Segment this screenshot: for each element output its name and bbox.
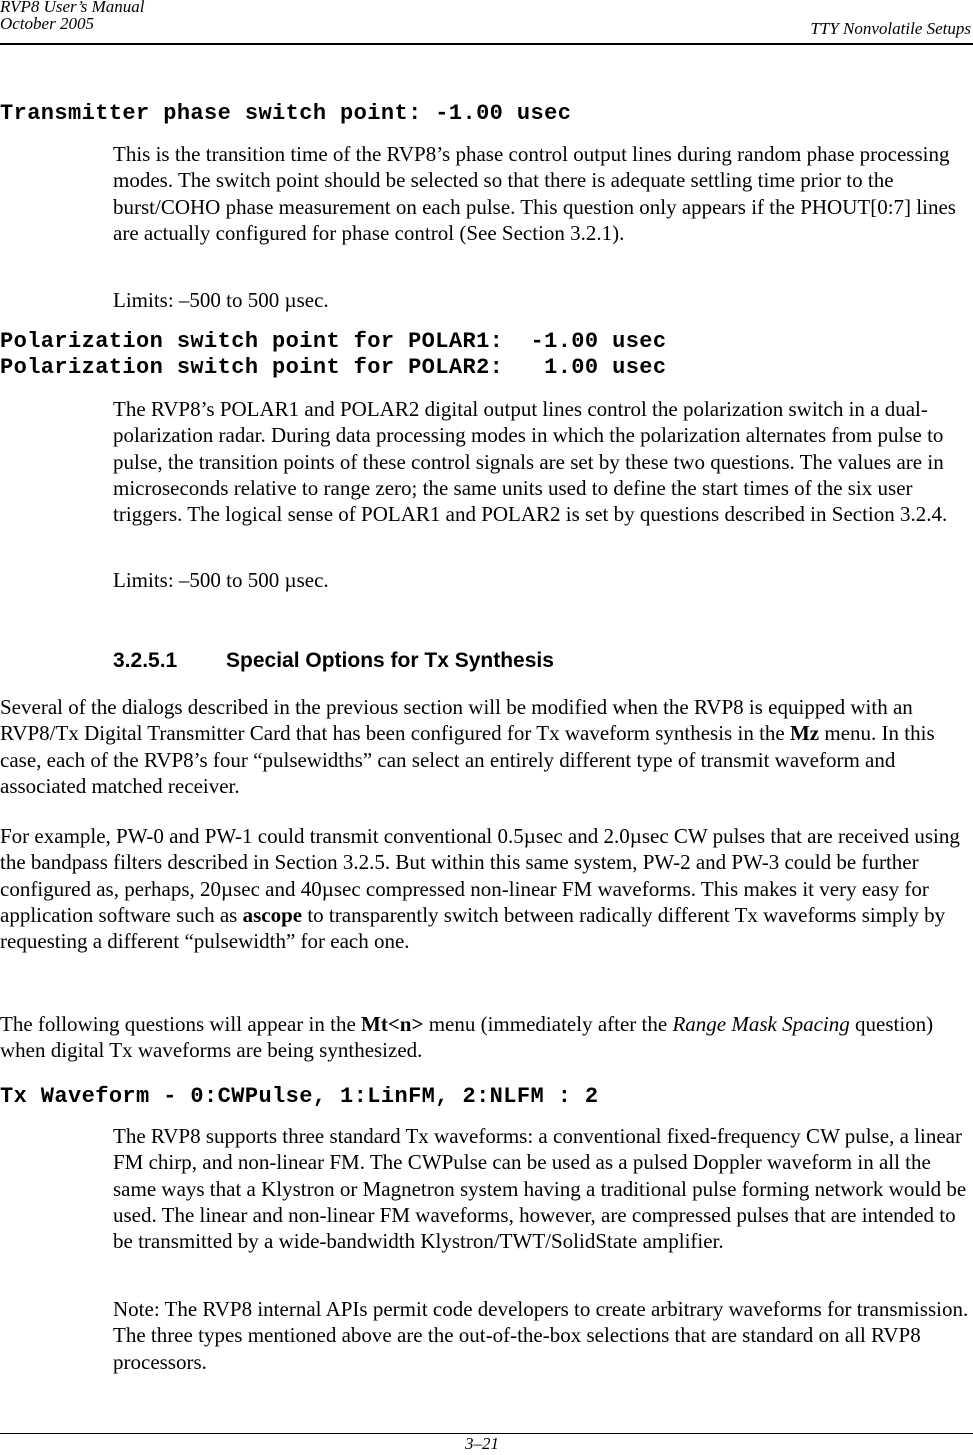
paragraph-following-questions <box>0 1011 970 1064</box>
manual-date: October 2005 <box>0 14 94 33</box>
menu-name-mt: Mt<n> <box>361 1012 424 1036</box>
several-text-1: Several of the dialogs described in the previous section will be modified when the RVP8 is equipped with an RVP8/Tx Digital Transmitter Card that has been configured for Tx waveform synthesis in the <box>0 695 913 746</box>
manual-title: RVP8 User’s Manual <box>0 0 145 16</box>
several-text-2: menu. In this case, each of the RVP8’s four “pulsewidths” can select an entirely different type of transmit waveform and associated matched receiver. <box>0 721 935 798</box>
header-rule <box>0 43 973 45</box>
chapter-title: TTY Nonvolatile Setups <box>810 19 971 38</box>
section-number: 3.2.5.1 <box>113 649 178 672</box>
paragraph-tx-phase: This is the transition time of the RVP8’s phase control output lines during random phase processing modes. The switch point should be selected so that there is adequate settling time prior to the burst/COHO phase measurement on each pulse. This question only appears if the PHOUT[0:7] lines are actually configured for phase control (See Section 3.2.1). <box>113 142 956 245</box>
app-name-ascope: ascope <box>242 902 303 927</box>
question-polar2-switch: Polarization switch point for POLAR2: 1.00 usec <box>0 355 667 380</box>
question-tx-waveform: Tx Waveform - 0:CWPulse, 1:LinFM, 2:NLFM : 2 <box>0 1084 599 1109</box>
following-text-2: menu (immediately after the <box>423 1012 673 1036</box>
example-text-1: For example, PW-0 and PW-1 could transmit conventional 0.5µsec and 2.0µsec CW pulses that are received using the bandpass filters described in Section 3.2.5. But within this same system, PW-2 and PW-3 could be further configured as, perhaps, 20µsec and 40µsec compressed non-linear FM waveforms. This makes it very easy for application software such as <box>0 824 960 927</box>
example-text-2: to transparently switch between radically different Tx waveforms simply by requesting a different “pulsewidth” for each one. <box>0 902 946 954</box>
paragraph-waveform: The RVP8 supports three standard Tx waveforms: a conventional fixed-frequency CW pulse, a linear FM chirp, and non-linear FM. The CWPulse can be used as a pulsed Doppler waveform in all the same ways that a Klystron or Magnetron system having a traditional pulse forming network would be used. The linear and non-linear FM waveforms, however, are compressed pulses that are intended to be transmitted by a wide-bandwidth Klystron/TWT/SolidState amplifier. <box>113 1124 967 1254</box>
following-text-1: The following questions will appear in the <box>0 1012 362 1036</box>
question-name-range-mask: Range Mask Spacing <box>672 1012 850 1036</box>
paragraph-note: Note: The RVP8 internal APIs permit code developers to create arbitrary waveforms for transmission. The three types mentioned above are the out-of-the-box selections that are standard on all RVP8 processors. <box>113 1297 969 1374</box>
paragraph-example <box>0 823 970 954</box>
section-title: Special Options for Tx Synthesis <box>226 649 554 672</box>
menu-name-mz: Mz <box>789 721 820 746</box>
following-text-3: question) when digital Tx waveforms are being synthesized. <box>0 1012 934 1063</box>
page-header-left <box>0 0 145 32</box>
limits-tx-phase: Limits: –500 to 500 µsec. <box>113 288 329 312</box>
limits-polarization: Limits: –500 to 500 µsec. <box>113 568 329 592</box>
question-tx-phase-switch: Transmitter phase switch point: -1.00 usec <box>0 101 572 126</box>
paragraph-several-dialogs <box>0 694 970 799</box>
question-polar1-switch: Polarization switch point for POLAR1: -1.00 usec <box>0 329 667 354</box>
paragraph-polarization: The RVP8’s POLAR1 and POLAR2 digital output lines control the polarization switch in a dual-polarization radar. During data processing modes in which the polarization alternates from pulse to pulse, the transition points of these control signals are set by these two questions. The values are in microseconds relative to range zero; the same units used to define the start times of the six user triggers. The logical sense of POLAR1 and POLAR2 is set by questions described in Section 3.2.4. <box>113 397 948 527</box>
page-number: 3–21 <box>465 1434 499 1453</box>
